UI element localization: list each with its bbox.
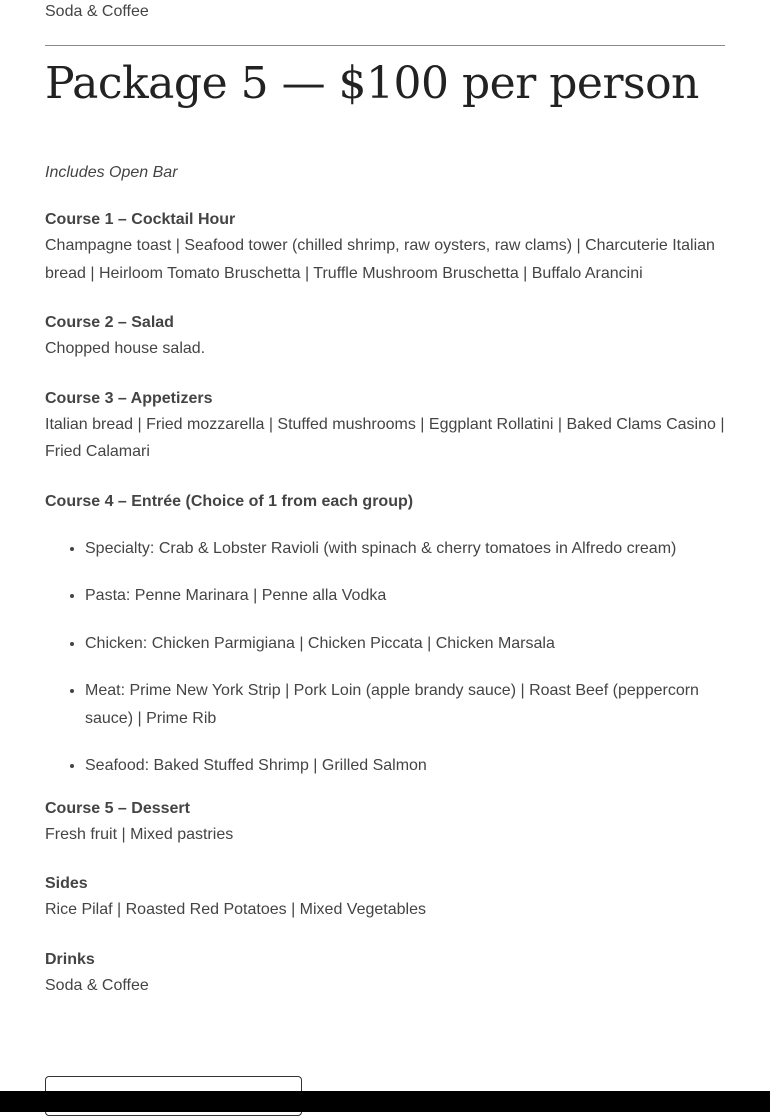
sides-title: Sides: [45, 875, 88, 892]
bottom-bar: [0, 1091, 770, 1112]
previous-package-drinks-text: Soda & Coffee: [45, 3, 149, 20]
drinks-title: Drinks: [45, 950, 95, 968]
sides-body: Rice Pilaf | Roasted Red Potatoes | Mixed Vegetables: [45, 901, 426, 918]
course-1-section: [45, 209, 725, 287]
course-3-title: Course 3 – Appetizers: [45, 389, 213, 407]
course-1-body: Champagne toast | Seafood tower (chilled shrimp, raw oysters, raw clams) | Charcuterie Italian bread | Heirloom Tomato Bruschetta | Truffle Mushroom Bruschetta | Buffalo Arancini: [45, 237, 715, 282]
drinks-section: [45, 949, 725, 1000]
course-5-title: Course 5 – Dessert: [45, 799, 190, 817]
package-title: Package 5 — $100 per person: [45, 58, 699, 109]
list-item: • Meat: Prime New York Strip | Pork Loin (apple brandy sauce) | Roast Beef (peppercorn sauce) | Prime Rib: [85, 677, 725, 732]
course-3-body: Italian bread | Fried mozzarella | Stuffed mushrooms | Eggplant Rollatini | Baked Clams Casino | Fried Calamari: [45, 415, 725, 460]
list-item: • Pasta: Penne Marinara | Penne alla Vodka: [85, 582, 725, 610]
course-4-title: Course 4 – Entrée (Choice of 1 from each group): [45, 492, 414, 510]
entree-list: [45, 535, 725, 780]
list-item: • Seafood: Baked Stuffed Shrimp | Grilled Salmon: [85, 752, 725, 780]
course-5-body: Fresh fruit | Mixed pastries: [45, 825, 234, 843]
course-1-title: Course 1 – Cocktail Hour: [45, 211, 236, 228]
package-note: Includes Open Bar: [45, 164, 178, 181]
sides-section: [45, 873, 725, 924]
section-divider: [45, 45, 725, 46]
course-2-title: Course 2 – Salad: [45, 314, 174, 331]
drinks-body: Soda & Coffee: [45, 976, 149, 994]
course-2-body: Chopped house salad.: [45, 340, 206, 357]
list-item: • Chicken: Chicken Parmigiana | Chicken Piccata | Chicken Marsala: [85, 630, 725, 658]
menu-content: [45, 0, 725, 999]
course-3-section: [45, 388, 725, 466]
course-5-section: [45, 798, 725, 849]
course-4-section: [45, 491, 725, 780]
course-2-section: [45, 312, 725, 363]
list-item: • Specialty: Crab & Lobster Ravioli (with spinach & cherry tomatoes in Alfredo cream): [85, 535, 725, 563]
